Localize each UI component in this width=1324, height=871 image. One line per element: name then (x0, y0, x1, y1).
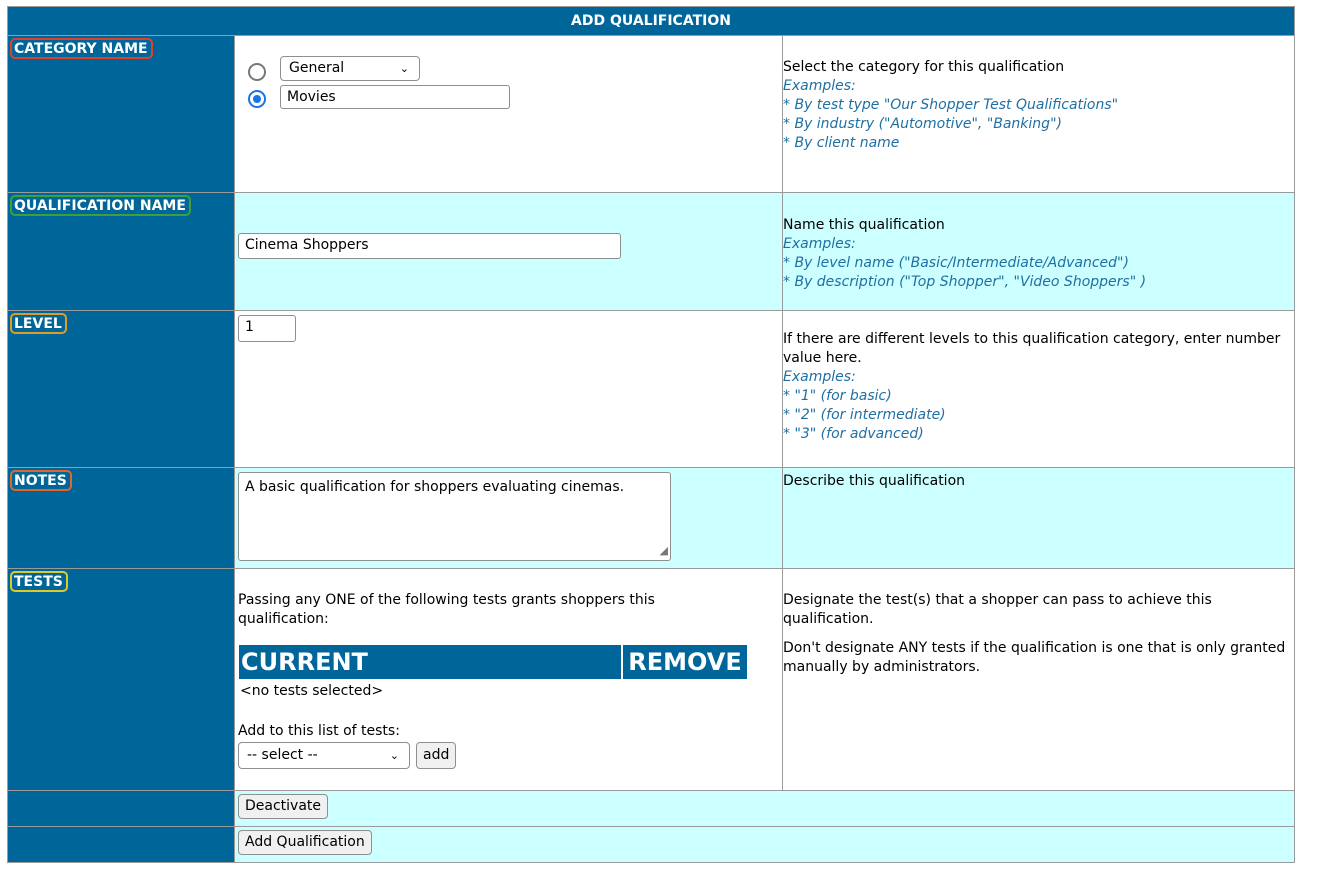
category-example: * By client name (783, 135, 900, 151)
deactivate-button[interactable]: Deactivate (238, 794, 328, 819)
add-qualification-button[interactable]: Add Qualification (238, 830, 372, 855)
notes-help-title: Describe this qualification (783, 473, 966, 489)
level-example: * "2" (for intermediate) (783, 407, 946, 423)
category-example: * By test type "Our Shopper Test Qualifications" (783, 97, 1119, 113)
tests-label-cell (8, 569, 235, 791)
resize-grip-icon[interactable]: ◢ (659, 544, 668, 557)
notes-label: NOTES (10, 470, 72, 491)
category-examples-label: Examples: (783, 78, 856, 94)
level-label-cell (8, 311, 235, 468)
deactivate-label-cell (8, 791, 235, 827)
radio-dot-icon (253, 95, 261, 103)
notes-text: A basic qualification for shoppers evaluating cinemas. (245, 479, 625, 495)
category-name-label: CATEGORY NAME (10, 38, 153, 59)
submit-label-cell (8, 827, 235, 863)
tests-select[interactable] (238, 742, 410, 769)
add-tests-label: Add to this list of tests: (238, 723, 400, 739)
qualification-help (783, 193, 1295, 311)
category-help-title: Select the category for this qualification (783, 59, 1065, 75)
qualification-example: * By description ("Top Shopper", "Video Shoppers" ) (783, 274, 1147, 290)
notes-label-cell (8, 468, 235, 569)
level-input[interactable]: 1 (238, 315, 296, 342)
category-existing-radio[interactable] (248, 63, 266, 81)
notes-control-cell (235, 468, 783, 569)
level-examples-label: Examples: (783, 369, 856, 385)
tests-label: TESTS (10, 571, 68, 592)
chevron-down-icon: ⌄ (389, 749, 399, 762)
notes-textarea[interactable] (238, 472, 671, 561)
category-new-input[interactable]: Movies (280, 85, 510, 109)
tests-help-1: Designate the test(s) that a shopper can pass to achieve this qualification. (783, 592, 1212, 627)
add-qualification-form (7, 6, 1294, 863)
level-label: LEVEL (10, 313, 67, 334)
remove-column-header: REMOVE (623, 645, 747, 679)
no-tests-text: <no tests selected> (240, 683, 384, 699)
level-control-cell (235, 311, 783, 468)
tests-control-cell (235, 569, 783, 791)
tests-intro: Passing any ONE of the following tests grants shoppers this qualification: (238, 592, 655, 627)
qualification-example: * By level name ("Basic/Intermediate/Advanced") (783, 255, 1129, 271)
category-dropdown-value: General (289, 60, 345, 76)
qualification-help-title: Name this qualification (783, 217, 945, 233)
form-title: ADD QUALIFICATION (8, 7, 1295, 36)
level-example: * "3" (for advanced) (783, 426, 924, 442)
level-help (783, 311, 1295, 468)
level-example: * "1" (for basic) (783, 388, 892, 404)
category-help (783, 36, 1295, 193)
qualification-label-cell (8, 193, 235, 311)
category-control-cell (235, 36, 783, 193)
tests-help-2: Don't designate ANY tests if the qualification is one that is only granted manually by administrators. (783, 640, 1286, 675)
chevron-down-icon: ⌄ (399, 62, 409, 75)
tests-select-value: -- select -- (247, 747, 318, 763)
qualification-control-cell (235, 193, 783, 311)
category-new-radio[interactable] (248, 90, 266, 108)
current-column-header: CURRENT (239, 645, 621, 679)
category-label-cell (8, 36, 235, 193)
submit-cell (235, 827, 1295, 863)
qualification-examples-label: Examples: (783, 236, 856, 252)
deactivate-cell (235, 791, 1295, 827)
level-help-title: If there are different levels to this qualification category, enter number value here. (783, 331, 1281, 366)
form-table (7, 6, 1295, 863)
qualification-name-label: QUALIFICATION NAME (10, 195, 191, 216)
category-example: * By industry ("Automotive", "Banking") (783, 116, 1062, 132)
tests-help (783, 569, 1295, 791)
qualification-name-input[interactable]: Cinema Shoppers (238, 233, 621, 259)
tests-table-header (239, 645, 747, 679)
notes-help (783, 468, 1295, 569)
category-dropdown[interactable] (280, 56, 420, 81)
add-test-button[interactable]: add (416, 742, 456, 769)
